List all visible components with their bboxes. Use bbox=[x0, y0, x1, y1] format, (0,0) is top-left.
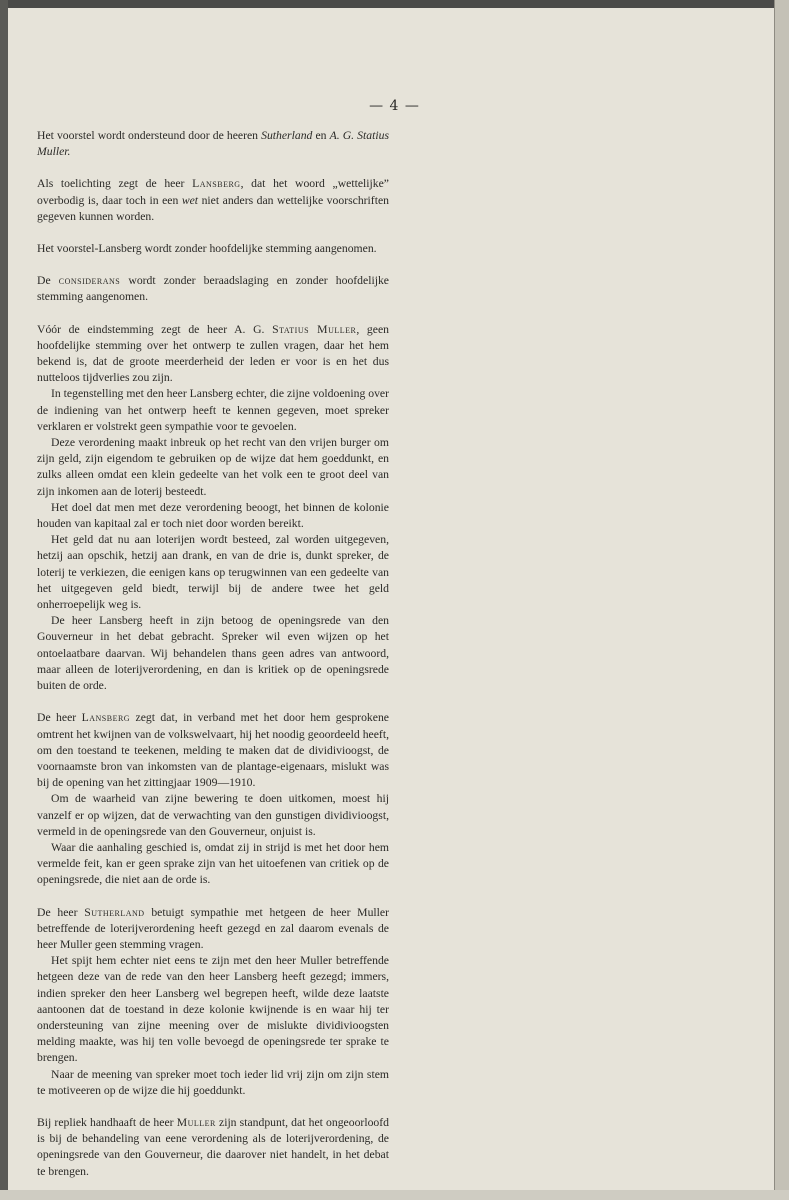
body-text bbox=[37, 128, 389, 1180]
paragraph bbox=[37, 386, 389, 435]
text-run: De heer bbox=[37, 905, 85, 919]
text-run: wordt zonder beraadslaging en zonder hoofdelijke stemming aangenomen. bbox=[37, 274, 389, 304]
text-run: Om de waarheid van zijne bewering te doen uitkomen, moest hij vanzelf er op wijzen, dat de verwachting van den gunstigen dividivioogst, vermeld in de openingsrede van den Gouverneur, onjuist is. bbox=[37, 792, 389, 838]
paragraph bbox=[37, 128, 389, 160]
paragraph bbox=[37, 613, 389, 694]
text-run: De heer bbox=[37, 711, 82, 725]
paragraph bbox=[37, 840, 389, 889]
text-run: Het doel dat men met deze verordening beoogt, het binnen de kolonie houden van kapitaal zal er toch niet door worden bereikt. bbox=[37, 500, 389, 531]
text-run: Het voorstel wordt ondersteund door de heeren bbox=[37, 129, 262, 142]
paragraph bbox=[37, 273, 389, 305]
paragraph bbox=[37, 791, 389, 840]
paragraph bbox=[37, 905, 389, 954]
scan-bottom-edge bbox=[0, 1190, 789, 1200]
italic-text: wet bbox=[181, 193, 199, 207]
text-run: Vóór de eindstemming zegt de heer A. G. bbox=[37, 322, 273, 336]
paragraph bbox=[37, 500, 389, 532]
italic-text: A. G. Statius Muller. bbox=[37, 129, 390, 159]
text-run: zegt dat, in verband met het door hem gesprokene omtrent het kwijnen van de volkswelvaart, hij het noodig geoordeeld heeft, om den toestand te teekenen, melding te maken dat de dividivioogst, de voornaamste bron van inkomsten van de plantage-eigenaars, mislukt was bij de opening van het zittingjaar 1909—1910. bbox=[37, 711, 389, 790]
paragraph bbox=[37, 532, 389, 613]
text-run: De heer Lansberg heeft in zijn betoog de openingsrede van den Gouverneur in het debat gebracht. Spreker wil even wijzen op het ontoelaatbare daarvan. Wij behandelen thans geen adres van antwoord, maar alleen de loterijverordening, en dan is kritiek op de openingsrede buiten de orde. bbox=[37, 614, 389, 693]
text-run: Waar die aanhaling geschied is, omdat zij in strijd is met het door hem vermelde feit, kan er geen sprake zijn van het uitoefenen van critiek op de openingsrede, die niet aan de orde is. bbox=[37, 840, 389, 887]
text-run: zijn standpunt, dat het ongeoorloofd is bij de behandeling van eene verordening als de loterijverordening, de openingsrede van den Gouverneur, die daarover niet handelt, in het debat te brengen. bbox=[37, 1115, 389, 1178]
speaker-name: considerans bbox=[58, 274, 121, 288]
paragraph bbox=[37, 241, 389, 257]
text-run: In tegenstelling met den heer Lansberg echter, die zijne voldoening over de indiening van het ontwerp heeft te kennen gegeven, moet spreker verklaren er volstrekt geen sympathie voor te gevoelen. bbox=[37, 387, 389, 433]
text-run: Het voorstel-Lansberg wordt zonder hoofdelijke stemming aangenomen. bbox=[37, 242, 377, 256]
speaker-name: Lansberg bbox=[192, 177, 241, 191]
text-run: Het spijt hem echter niet eens te zijn met den heer Muller betreffende hetgeen deze van de rede van den heer Lansberg heeft gezegd; immers, indien spreker den heer Lansberg wel begrepen heeft, wilde deze laatste aantoonen dat de toestand in deze kolonie kwijnende is en waar hij ter ondersteuning van zijne meening over de mislukte dividivioogsten melding maakte, was hij ten volle bevoegd de openingsrede ter sprake te brengen. bbox=[37, 954, 389, 1065]
scan-left-edge bbox=[0, 0, 8, 1200]
paragraph bbox=[37, 176, 389, 225]
speaker-name: Statius Muller bbox=[272, 322, 357, 336]
italic-text: Sutherland bbox=[261, 129, 313, 142]
page-number: — 4 — bbox=[369, 98, 420, 114]
text-run: en bbox=[312, 129, 330, 142]
text-run: niet anders dan wettelijke voorschriften gegeven kunnen worden. bbox=[37, 193, 389, 223]
text-run: Bij repliek handhaaft de heer bbox=[37, 1115, 177, 1129]
text-run: De bbox=[37, 274, 59, 288]
scan-right-edge bbox=[774, 0, 789, 1200]
paragraph bbox=[37, 435, 389, 500]
text-run: Als toelichting zegt de heer bbox=[37, 177, 193, 191]
scan-top-edge bbox=[0, 0, 789, 8]
speaker-name: Muller bbox=[176, 1115, 216, 1129]
text-run: , dat het woord „wettelijke” overbodig is, daar toch in een bbox=[37, 177, 389, 207]
speaker-name: Lansberg bbox=[81, 711, 131, 725]
text-run: Naar de meening van spreker moet toch ieder lid vrij zijn om zijn stem te motiveeren op de wijze die hij goeddunkt. bbox=[37, 1067, 389, 1097]
paragraph bbox=[37, 1115, 389, 1180]
text-run: Deze verordening maakt inbreuk op het recht van den vrijen burger om zijn geld, zijn eigendom te gebruiken op de wijze dat hem goeddunkt, en zulks alleen omdat een klein gedeelte van het volk een te groot deel van zijn inkomen aan de loterij besteedt. bbox=[37, 436, 389, 498]
paragraph bbox=[37, 322, 389, 387]
paragraph bbox=[37, 710, 389, 791]
text-run: Het geld dat nu aan loterijen wordt besteed, zal worden uitgegeven, hetzij aan opschik, hetzij aan drank, en van de drie is, dunkt spreker, de loterij te verkiezen, die eenigen kans op terugwinnen van een gedeelte van het uitgegeven geld biedt, terwijl bij de andere twee het geld onherroepelijk weg is. bbox=[37, 533, 389, 612]
paragraph bbox=[37, 1067, 389, 1099]
text-run: , geen hoofdelijke stemming over het ontwerp te zullen vragen, daar het hem bekend is, dat de groote meerderheid der leden er voor is en het dus nutteloos tijdverlies zou zijn. bbox=[37, 322, 389, 385]
speaker-name: Sutherland bbox=[84, 905, 145, 919]
text-run: betuigt sympathie met hetgeen de heer Muller betreffende de loterijverordening heeft gezegd en zal daarom evenals de heer Muller geen stemming vragen. bbox=[37, 905, 389, 951]
paragraph bbox=[37, 953, 389, 1066]
